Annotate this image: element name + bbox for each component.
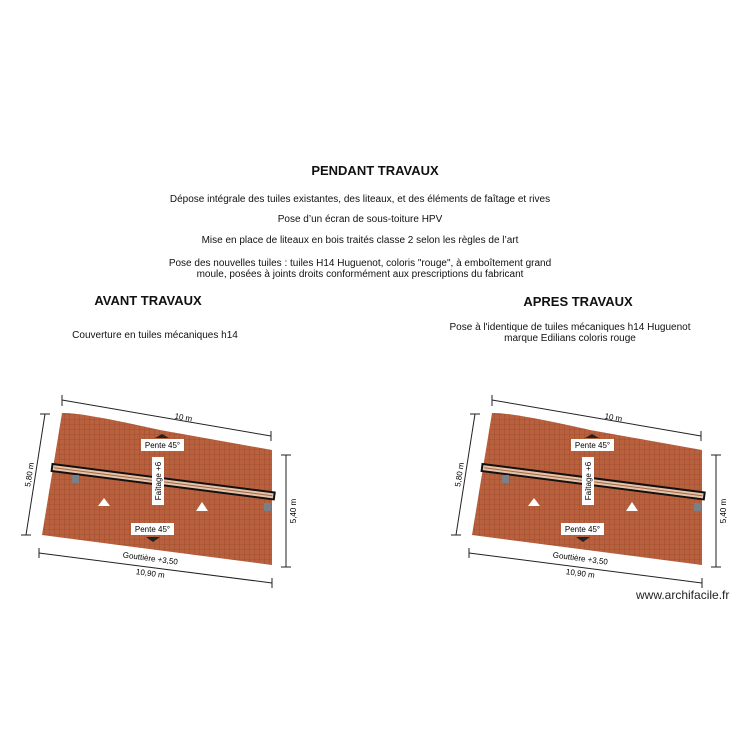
dim-top-label: 10 m — [173, 411, 193, 424]
ridge-support-left — [72, 475, 79, 483]
slope-bottom-label: Pente 45° — [134, 525, 171, 534]
pendant-line-2: Pose d’un écran de sous-toiture HPV — [277, 214, 443, 225]
ridge-support-left — [502, 475, 509, 483]
dim-top-label: 10 m — [603, 411, 623, 424]
watermark: www.archifacile.fr — [636, 588, 730, 602]
slope-top-label: Pente 45° — [144, 441, 181, 450]
pendant-title: PENDANT TRAVAUX — [311, 163, 439, 178]
pendant-line-3: Mise en place de liteaux en bois traités classe 2 selon les règles de l’art — [201, 235, 519, 246]
pendant-line-1: Dépose intégrale des tuiles existantes, des liteaux, et des éléments de faîtage et rives — [169, 194, 551, 205]
roof-plan-apres — [450, 380, 740, 595]
dim-right-label: 5,40 m — [719, 498, 728, 524]
dim-left-label: 5,80 m — [23, 461, 36, 488]
apres-description-2: marque Edilians coloris rouge — [504, 333, 636, 344]
ridge-support-right — [264, 503, 271, 511]
apres-description-1: Pose à l'identique de tuiles mécaniques h14 Huguenot — [449, 322, 691, 333]
dim-bottom-label: 10,90 m — [135, 567, 166, 580]
roof-plan-avant — [20, 380, 310, 595]
dim-right-label: 5,40 m — [289, 498, 298, 524]
avant-title: AVANT TRAVAUX — [94, 293, 202, 308]
slope-top-label: Pente 45° — [574, 441, 611, 450]
dim-left-label: 5,80 m — [453, 461, 466, 488]
ridge-label: Faîtage +6 — [154, 461, 163, 501]
apres-title: APRES TRAVAUX — [523, 294, 633, 309]
ridge-support-right — [694, 503, 701, 511]
dim-bottom-label: 10,90 m — [565, 567, 596, 580]
avant-description: Couverture en tuiles mécaniques h14 — [72, 330, 238, 341]
pendant-line-5: moule, posées à joints droits conformément aux prescriptions du fabricant — [196, 269, 524, 280]
slope-bottom-label: Pente 45° — [564, 525, 601, 534]
pendant-line-4: Pose des nouvelles tuiles : tuiles H14 Huguenot, coloris "rouge", à emboîtement grand — [168, 258, 552, 269]
gutter-label: Gouttière +3,50 — [122, 550, 179, 567]
gutter-label: Gouttière +3,50 — [552, 550, 609, 567]
ridge-label: Faîtage +6 — [584, 461, 593, 501]
